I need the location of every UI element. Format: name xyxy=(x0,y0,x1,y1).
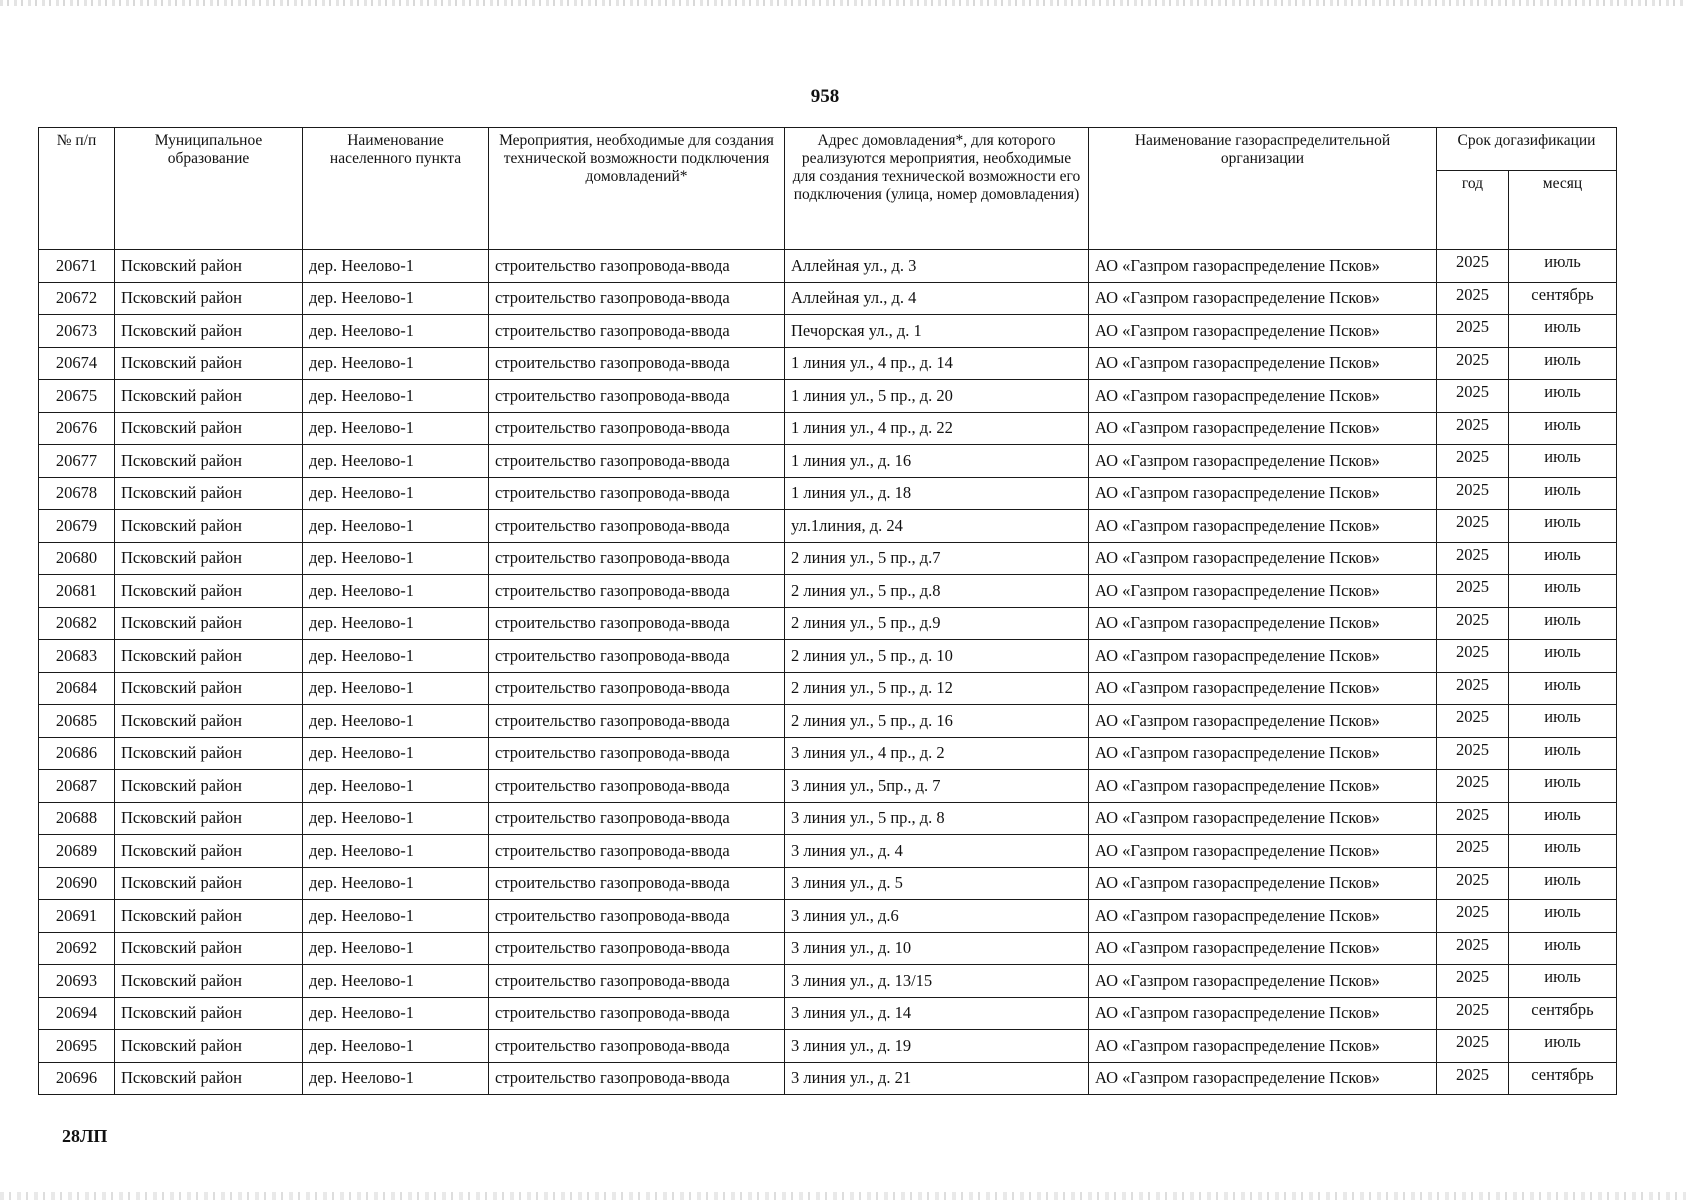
cell-address: 3 линия ул., д. 21 xyxy=(785,1062,1089,1095)
cell-year: 2025 xyxy=(1437,542,1509,575)
cell-measure: строительство газопровода-ввода xyxy=(489,802,785,835)
cell-year: 2025 xyxy=(1437,705,1509,738)
cell-organization: АО «Газпром газораспределение Псков» xyxy=(1089,1030,1437,1063)
header-term: Срок догазификации xyxy=(1437,128,1617,171)
cell-num: 20676 xyxy=(39,412,115,445)
cell-address: 3 линия ул., д. 13/15 xyxy=(785,965,1089,998)
cell-measure: строительство газопровода-ввода xyxy=(489,542,785,575)
cell-settlement: дер. Неелово-1 xyxy=(303,510,489,543)
table-row xyxy=(39,380,1617,413)
cell-settlement: дер. Неелово-1 xyxy=(303,997,489,1030)
cell-address: 3 линия ул., д. 5 xyxy=(785,867,1089,900)
header-measures: Мероприятия, необходимые для создания технической возможности подключения домовладений* xyxy=(489,128,785,250)
cell-num: 20688 xyxy=(39,802,115,835)
cell-month: июль xyxy=(1509,640,1617,673)
cell-municipality: Псковский район xyxy=(115,867,303,900)
cell-settlement: дер. Неелово-1 xyxy=(303,445,489,478)
cell-address: 2 линия ул., 5 пр., д. 16 xyxy=(785,705,1089,738)
cell-address: 3 линия ул., 4 пр., д. 2 xyxy=(785,737,1089,770)
cell-settlement: дер. Неелово-1 xyxy=(303,965,489,998)
cell-settlement: дер. Неелово-1 xyxy=(303,770,489,803)
cell-month: июль xyxy=(1509,932,1617,965)
cell-municipality: Псковский район xyxy=(115,315,303,348)
cell-month: июль xyxy=(1509,477,1617,510)
cell-num: 20694 xyxy=(39,997,115,1030)
cell-measure: строительство газопровода-ввода xyxy=(489,380,785,413)
cell-month: июль xyxy=(1509,250,1617,283)
cell-num: 20671 xyxy=(39,250,115,283)
cell-organization: АО «Газпром газораспределение Псков» xyxy=(1089,607,1437,640)
cell-address: 1 линия ул., 5 пр., д. 20 xyxy=(785,380,1089,413)
table-row xyxy=(39,997,1617,1030)
table-row xyxy=(39,445,1617,478)
cell-year: 2025 xyxy=(1437,965,1509,998)
cell-address: ул.1линия, д. 24 xyxy=(785,510,1089,543)
cell-month: сентябрь xyxy=(1509,997,1617,1030)
cell-address: 1 линия ул., д. 18 xyxy=(785,477,1089,510)
cell-municipality: Псковский район xyxy=(115,380,303,413)
table-row xyxy=(39,932,1617,965)
cell-municipality: Псковский район xyxy=(115,282,303,315)
cell-num: 20686 xyxy=(39,737,115,770)
table-row xyxy=(39,705,1617,738)
cell-municipality: Псковский район xyxy=(115,510,303,543)
cell-measure: строительство газопровода-ввода xyxy=(489,510,785,543)
cell-num: 20693 xyxy=(39,965,115,998)
cell-measure: строительство газопровода-ввода xyxy=(489,770,785,803)
cell-month: июль xyxy=(1509,315,1617,348)
cell-year: 2025 xyxy=(1437,380,1509,413)
cell-settlement: дер. Неелово-1 xyxy=(303,282,489,315)
cell-organization: АО «Газпром газораспределение Псков» xyxy=(1089,282,1437,315)
cell-settlement: дер. Неелово-1 xyxy=(303,1030,489,1063)
cell-year: 2025 xyxy=(1437,835,1509,868)
cell-num: 20690 xyxy=(39,867,115,900)
cell-year: 2025 xyxy=(1437,1062,1509,1095)
cell-month: июль xyxy=(1509,445,1617,478)
cell-address: 3 линия ул., 5пр., д. 7 xyxy=(785,770,1089,803)
cell-address: 1 линия ул., 4 пр., д. 22 xyxy=(785,412,1089,445)
cell-year: 2025 xyxy=(1437,412,1509,445)
cell-settlement: дер. Неелово-1 xyxy=(303,705,489,738)
cell-address: Печорская ул., д. 1 xyxy=(785,315,1089,348)
cell-municipality: Псковский район xyxy=(115,445,303,478)
cell-year: 2025 xyxy=(1437,445,1509,478)
cell-municipality: Псковский район xyxy=(115,412,303,445)
table-row xyxy=(39,867,1617,900)
cell-measure: строительство газопровода-ввода xyxy=(489,835,785,868)
cell-year: 2025 xyxy=(1437,997,1509,1030)
table-row xyxy=(39,315,1617,348)
cell-organization: АО «Газпром газораспределение Псков» xyxy=(1089,510,1437,543)
cell-month: июль xyxy=(1509,542,1617,575)
cell-month: июль xyxy=(1509,607,1617,640)
cell-measure: строительство газопровода-ввода xyxy=(489,900,785,933)
cell-address: 3 линия ул., д. 14 xyxy=(785,997,1089,1030)
cell-month: июль xyxy=(1509,347,1617,380)
cell-settlement: дер. Неелово-1 xyxy=(303,250,489,283)
cell-month: июль xyxy=(1509,802,1617,835)
table-row xyxy=(39,575,1617,608)
cell-municipality: Псковский район xyxy=(115,1030,303,1063)
cell-organization: АО «Газпром газораспределение Псков» xyxy=(1089,737,1437,770)
cell-num: 20696 xyxy=(39,1062,115,1095)
cell-address: 2 линия ул., 5 пр., д.7 xyxy=(785,542,1089,575)
cell-year: 2025 xyxy=(1437,640,1509,673)
cell-measure: строительство газопровода-ввода xyxy=(489,867,785,900)
cell-organization: АО «Газпром газораспределение Псков» xyxy=(1089,835,1437,868)
table-row xyxy=(39,542,1617,575)
cell-num: 20682 xyxy=(39,607,115,640)
cell-month: июль xyxy=(1509,412,1617,445)
cell-measure: строительство газопровода-ввода xyxy=(489,737,785,770)
cell-organization: АО «Газпром газораспределение Псков» xyxy=(1089,380,1437,413)
cell-measure: строительство газопровода-ввода xyxy=(489,1030,785,1063)
cell-num: 20673 xyxy=(39,315,115,348)
cell-year: 2025 xyxy=(1437,672,1509,705)
cell-measure: строительство газопровода-ввода xyxy=(489,932,785,965)
cell-measure: строительство газопровода-ввода xyxy=(489,672,785,705)
footer-code: 28ЛП xyxy=(62,1126,108,1146)
cell-measure: строительство газопровода-ввода xyxy=(489,640,785,673)
cell-year: 2025 xyxy=(1437,932,1509,965)
cell-municipality: Псковский район xyxy=(115,640,303,673)
cell-settlement: дер. Неелово-1 xyxy=(303,542,489,575)
header-settlement: Наименование населенного пункта xyxy=(303,128,489,250)
cell-measure: строительство газопровода-ввода xyxy=(489,607,785,640)
cell-address: 2 линия ул., 5 пр., д. 10 xyxy=(785,640,1089,673)
table-row xyxy=(39,607,1617,640)
cell-num: 20695 xyxy=(39,1030,115,1063)
cell-year: 2025 xyxy=(1437,802,1509,835)
table-row xyxy=(39,835,1617,868)
cell-year: 2025 xyxy=(1437,607,1509,640)
cell-measure: строительство газопровода-ввода xyxy=(489,1062,785,1095)
cell-address: Аллейная ул., д. 3 xyxy=(785,250,1089,283)
cell-settlement: дер. Неелово-1 xyxy=(303,737,489,770)
header-municipality: Муниципальное образование xyxy=(115,128,303,250)
table-row xyxy=(39,250,1617,283)
cell-municipality: Псковский район xyxy=(115,250,303,283)
cell-settlement: дер. Неелово-1 xyxy=(303,1062,489,1095)
cell-num: 20683 xyxy=(39,640,115,673)
cell-month: сентябрь xyxy=(1509,1062,1617,1095)
cell-settlement: дер. Неелово-1 xyxy=(303,900,489,933)
gasification-table xyxy=(38,127,1617,1095)
header-year: год xyxy=(1437,171,1509,250)
cell-settlement: дер. Неелово-1 xyxy=(303,412,489,445)
cell-num: 20691 xyxy=(39,900,115,933)
cell-num: 20689 xyxy=(39,835,115,868)
cell-municipality: Псковский район xyxy=(115,965,303,998)
cell-settlement: дер. Неелово-1 xyxy=(303,477,489,510)
table-row xyxy=(39,1062,1617,1095)
cell-municipality: Псковский район xyxy=(115,770,303,803)
cell-organization: АО «Газпром газораспределение Псков» xyxy=(1089,867,1437,900)
cell-organization: АО «Газпром газораспределение Псков» xyxy=(1089,250,1437,283)
cell-month: июль xyxy=(1509,737,1617,770)
scan-edge-top xyxy=(0,0,1686,6)
cell-settlement: дер. Неелово-1 xyxy=(303,932,489,965)
cell-settlement: дер. Неелово-1 xyxy=(303,802,489,835)
cell-municipality: Псковский район xyxy=(115,997,303,1030)
cell-municipality: Псковский район xyxy=(115,575,303,608)
table-row xyxy=(39,412,1617,445)
cell-address: 3 линия ул., д. 19 xyxy=(785,1030,1089,1063)
cell-num: 20678 xyxy=(39,477,115,510)
table-row xyxy=(39,282,1617,315)
cell-year: 2025 xyxy=(1437,575,1509,608)
cell-address: 1 линия ул., 4 пр., д. 14 xyxy=(785,347,1089,380)
cell-organization: АО «Газпром газораспределение Псков» xyxy=(1089,965,1437,998)
table-row xyxy=(39,347,1617,380)
cell-organization: АО «Газпром газораспределение Псков» xyxy=(1089,932,1437,965)
cell-measure: строительство газопровода-ввода xyxy=(489,477,785,510)
cell-measure: строительство газопровода-ввода xyxy=(489,315,785,348)
header-month: месяц xyxy=(1509,171,1617,250)
table-body xyxy=(39,250,1617,1095)
cell-municipality: Псковский район xyxy=(115,900,303,933)
cell-organization: АО «Газпром газораспределение Псков» xyxy=(1089,802,1437,835)
cell-num: 20681 xyxy=(39,575,115,608)
cell-month: июль xyxy=(1509,510,1617,543)
cell-municipality: Псковский район xyxy=(115,705,303,738)
cell-organization: АО «Газпром газораспределение Псков» xyxy=(1089,477,1437,510)
cell-municipality: Псковский район xyxy=(115,1062,303,1095)
cell-settlement: дер. Неелово-1 xyxy=(303,347,489,380)
table-row xyxy=(39,672,1617,705)
cell-measure: строительство газопровода-ввода xyxy=(489,997,785,1030)
header-address: Адрес домовладения*, для которого реализуются мероприятия, необходимые для создания технической возможности его подключения (улица, номер домовладения) xyxy=(785,128,1089,250)
cell-num: 20684 xyxy=(39,672,115,705)
cell-num: 20672 xyxy=(39,282,115,315)
cell-month: июль xyxy=(1509,705,1617,738)
cell-settlement: дер. Неелово-1 xyxy=(303,380,489,413)
cell-month: июль xyxy=(1509,575,1617,608)
cell-settlement: дер. Неелово-1 xyxy=(303,575,489,608)
cell-organization: АО «Газпром газораспределение Псков» xyxy=(1089,1062,1437,1095)
table-row xyxy=(39,900,1617,933)
cell-municipality: Псковский район xyxy=(115,835,303,868)
scan-edge-bottom xyxy=(0,1192,1686,1200)
cell-address: 3 линия ул., 5 пр., д. 8 xyxy=(785,802,1089,835)
cell-address: 1 линия ул., д. 16 xyxy=(785,445,1089,478)
table-row xyxy=(39,965,1617,998)
cell-municipality: Псковский район xyxy=(115,347,303,380)
cell-settlement: дер. Неелово-1 xyxy=(303,607,489,640)
cell-measure: строительство газопровода-ввода xyxy=(489,705,785,738)
cell-month: июль xyxy=(1509,380,1617,413)
header-organization: Наименование газораспределительной организации xyxy=(1089,128,1437,250)
cell-organization: АО «Газпром газораспределение Псков» xyxy=(1089,672,1437,705)
cell-measure: строительство газопровода-ввода xyxy=(489,445,785,478)
cell-year: 2025 xyxy=(1437,477,1509,510)
cell-municipality: Псковский район xyxy=(115,542,303,575)
cell-settlement: дер. Неелово-1 xyxy=(303,315,489,348)
cell-year: 2025 xyxy=(1437,1030,1509,1063)
cell-year: 2025 xyxy=(1437,347,1509,380)
cell-month: июль xyxy=(1509,672,1617,705)
table-row xyxy=(39,770,1617,803)
cell-municipality: Псковский район xyxy=(115,737,303,770)
cell-measure: строительство газопровода-ввода xyxy=(489,282,785,315)
cell-year: 2025 xyxy=(1437,510,1509,543)
cell-organization: АО «Газпром газораспределение Псков» xyxy=(1089,542,1437,575)
cell-settlement: дер. Неелово-1 xyxy=(303,835,489,868)
cell-month: июль xyxy=(1509,900,1617,933)
table-row xyxy=(39,640,1617,673)
cell-measure: строительство газопровода-ввода xyxy=(489,575,785,608)
cell-organization: АО «Газпром газораспределение Псков» xyxy=(1089,770,1437,803)
cell-organization: АО «Газпром газораспределение Псков» xyxy=(1089,347,1437,380)
cell-settlement: дер. Неелово-1 xyxy=(303,867,489,900)
cell-organization: АО «Газпром газораспределение Псков» xyxy=(1089,640,1437,673)
cell-address: 2 линия ул., 5 пр., д.9 xyxy=(785,607,1089,640)
cell-month: июль xyxy=(1509,1030,1617,1063)
cell-address: 2 линия ул., 5 пр., д. 12 xyxy=(785,672,1089,705)
table-row xyxy=(39,477,1617,510)
cell-organization: АО «Газпром газораспределение Псков» xyxy=(1089,575,1437,608)
cell-year: 2025 xyxy=(1437,282,1509,315)
cell-municipality: Псковский район xyxy=(115,672,303,705)
cell-organization: АО «Газпром газораспределение Псков» xyxy=(1089,315,1437,348)
cell-year: 2025 xyxy=(1437,770,1509,803)
cell-year: 2025 xyxy=(1437,900,1509,933)
cell-num: 20692 xyxy=(39,932,115,965)
cell-address: 2 линия ул., 5 пр., д.8 xyxy=(785,575,1089,608)
cell-month: июль xyxy=(1509,835,1617,868)
table-row xyxy=(39,802,1617,835)
cell-num: 20677 xyxy=(39,445,115,478)
cell-measure: строительство газопровода-ввода xyxy=(489,250,785,283)
cell-organization: АО «Газпром газораспределение Псков» xyxy=(1089,900,1437,933)
cell-num: 20679 xyxy=(39,510,115,543)
cell-month: июль xyxy=(1509,867,1617,900)
cell-municipality: Псковский район xyxy=(115,477,303,510)
cell-organization: АО «Газпром газораспределение Псков» xyxy=(1089,445,1437,478)
cell-year: 2025 xyxy=(1437,315,1509,348)
cell-organization: АО «Газпром газораспределение Псков» xyxy=(1089,997,1437,1030)
cell-num: 20680 xyxy=(39,542,115,575)
table-row xyxy=(39,1030,1617,1063)
cell-address: 3 линия ул., д.6 xyxy=(785,900,1089,933)
header-num: № п/п xyxy=(39,128,115,250)
cell-address: 3 линия ул., д. 4 xyxy=(785,835,1089,868)
cell-year: 2025 xyxy=(1437,867,1509,900)
table-row xyxy=(39,737,1617,770)
cell-year: 2025 xyxy=(1437,250,1509,283)
cell-municipality: Псковский район xyxy=(115,802,303,835)
cell-settlement: дер. Неелово-1 xyxy=(303,640,489,673)
cell-month: июль xyxy=(1509,965,1617,998)
cell-measure: строительство газопровода-ввода xyxy=(489,347,785,380)
cell-month: сентябрь xyxy=(1509,282,1617,315)
cell-municipality: Псковский район xyxy=(115,607,303,640)
cell-num: 20685 xyxy=(39,705,115,738)
cell-year: 2025 xyxy=(1437,737,1509,770)
cell-num: 20675 xyxy=(39,380,115,413)
table-row xyxy=(39,510,1617,543)
cell-month: июль xyxy=(1509,770,1617,803)
cell-measure: строительство газопровода-ввода xyxy=(489,965,785,998)
cell-address: Аллейная ул., д. 4 xyxy=(785,282,1089,315)
cell-settlement: дер. Неелово-1 xyxy=(303,672,489,705)
cell-address: 3 линия ул., д. 10 xyxy=(785,932,1089,965)
cell-num: 20674 xyxy=(39,347,115,380)
cell-municipality: Псковский район xyxy=(115,932,303,965)
page-number: 958 xyxy=(810,86,840,107)
cell-organization: АО «Газпром газораспределение Псков» xyxy=(1089,705,1437,738)
table-header xyxy=(39,128,1617,250)
cell-num: 20687 xyxy=(39,770,115,803)
cell-organization: АО «Газпром газораспределение Псков» xyxy=(1089,412,1437,445)
cell-measure: строительство газопровода-ввода xyxy=(489,412,785,445)
